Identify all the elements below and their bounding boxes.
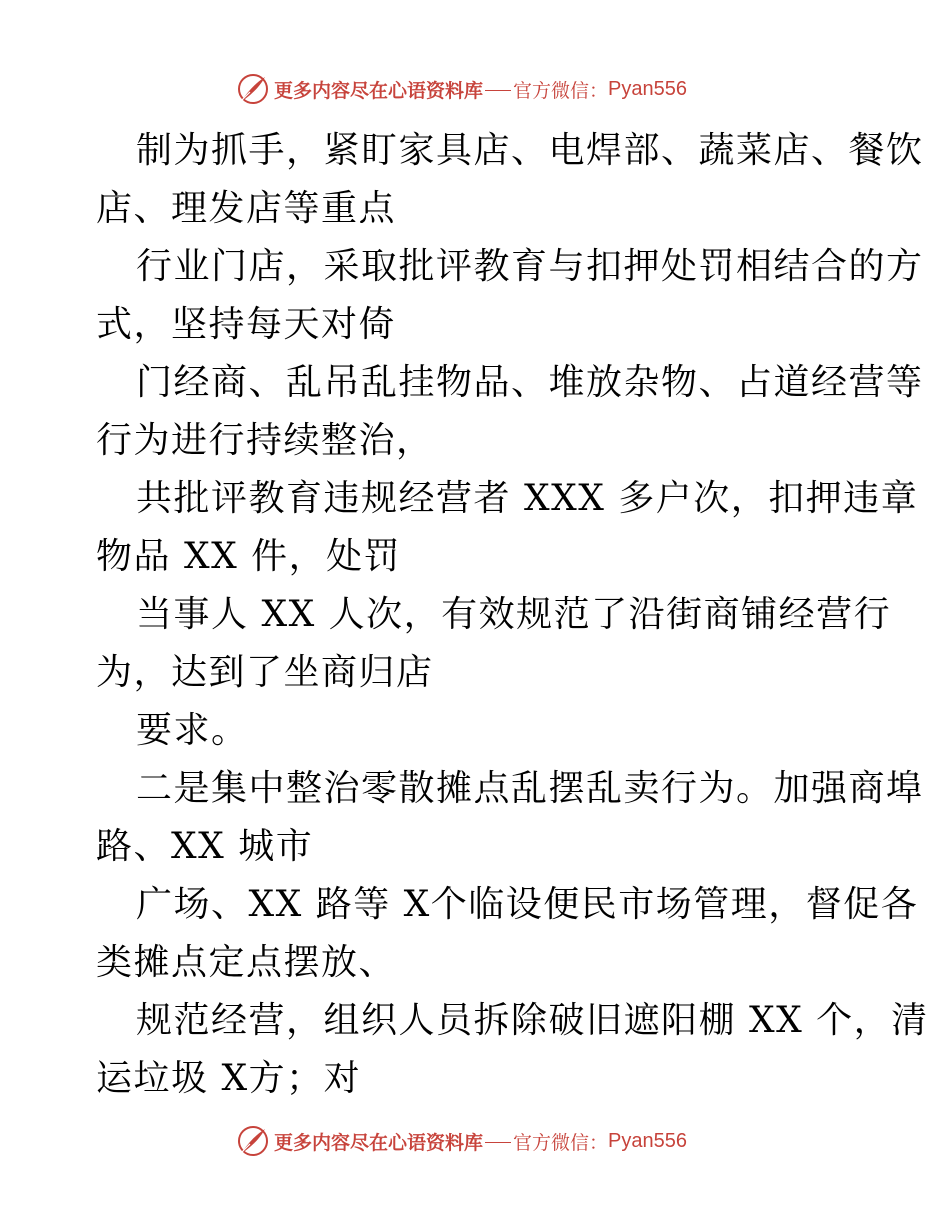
- wechat-id: Pyan556: [608, 77, 687, 100]
- paragraph-line: 制为抓手，紧盯家具店、电焊部、蔬菜店、餐饮: [136, 130, 924, 171]
- paragraph-line: 要求。: [136, 710, 249, 751]
- document-body: [96, 122, 929, 1108]
- paragraph-line: 路、XX 城市: [96, 826, 314, 867]
- paragraph-line: 当事人 XX 人次，有效规范了沿街商铺经营行: [136, 594, 892, 635]
- paragraph-line: 式，坚持每天对倚: [96, 304, 397, 345]
- paragraph-line: 二是集中整治零散摊点乱摆乱卖行为。加强商埠: [136, 768, 924, 809]
- feather-pen-logo-icon: [236, 72, 270, 106]
- paragraph-line: 物品 XX 件，处罚: [96, 536, 402, 577]
- brand-text: 更多内容尽在心语资料库: [274, 79, 484, 102]
- divider-dash: [485, 1142, 511, 1143]
- paragraph-line: 广场、XX 路等 X个临设便民市场管理，督促各: [136, 884, 919, 925]
- paragraph-line: 类摊点定点摆放、: [96, 942, 397, 983]
- paragraph-line: 店、理发店等重点: [96, 188, 397, 229]
- footer-watermark: [236, 1124, 687, 1158]
- official-wechat-label: 官方微信：: [513, 79, 609, 102]
- wechat-id: Pyan556: [608, 1129, 687, 1152]
- paragraph-line: 为，达到了坐商归店: [96, 652, 434, 693]
- header-watermark: [236, 72, 687, 106]
- paragraph-line: 共批评教育违规经营者 XXX 多户次，扣押违章: [136, 478, 919, 519]
- paragraph-line: 门经商、乱吊乱挂物品、堆放杂物、占道经营等: [136, 362, 924, 403]
- paragraph-line: 行业门店，采取批评教育与扣押处罚相结合的方: [136, 246, 924, 287]
- paragraph-line: 规范经营，组织人员拆除破旧遮阳棚 XX 个，清: [136, 1000, 929, 1041]
- brand-text: 更多内容尽在心语资料库: [274, 1131, 484, 1154]
- paragraph-line: 行为进行持续整治，: [96, 420, 434, 461]
- divider-dash: [485, 90, 511, 91]
- feather-pen-logo-icon: [236, 1124, 270, 1158]
- paragraph-line: 运垃圾 X方；对: [96, 1058, 362, 1099]
- official-wechat-label: 官方微信：: [513, 1131, 609, 1154]
